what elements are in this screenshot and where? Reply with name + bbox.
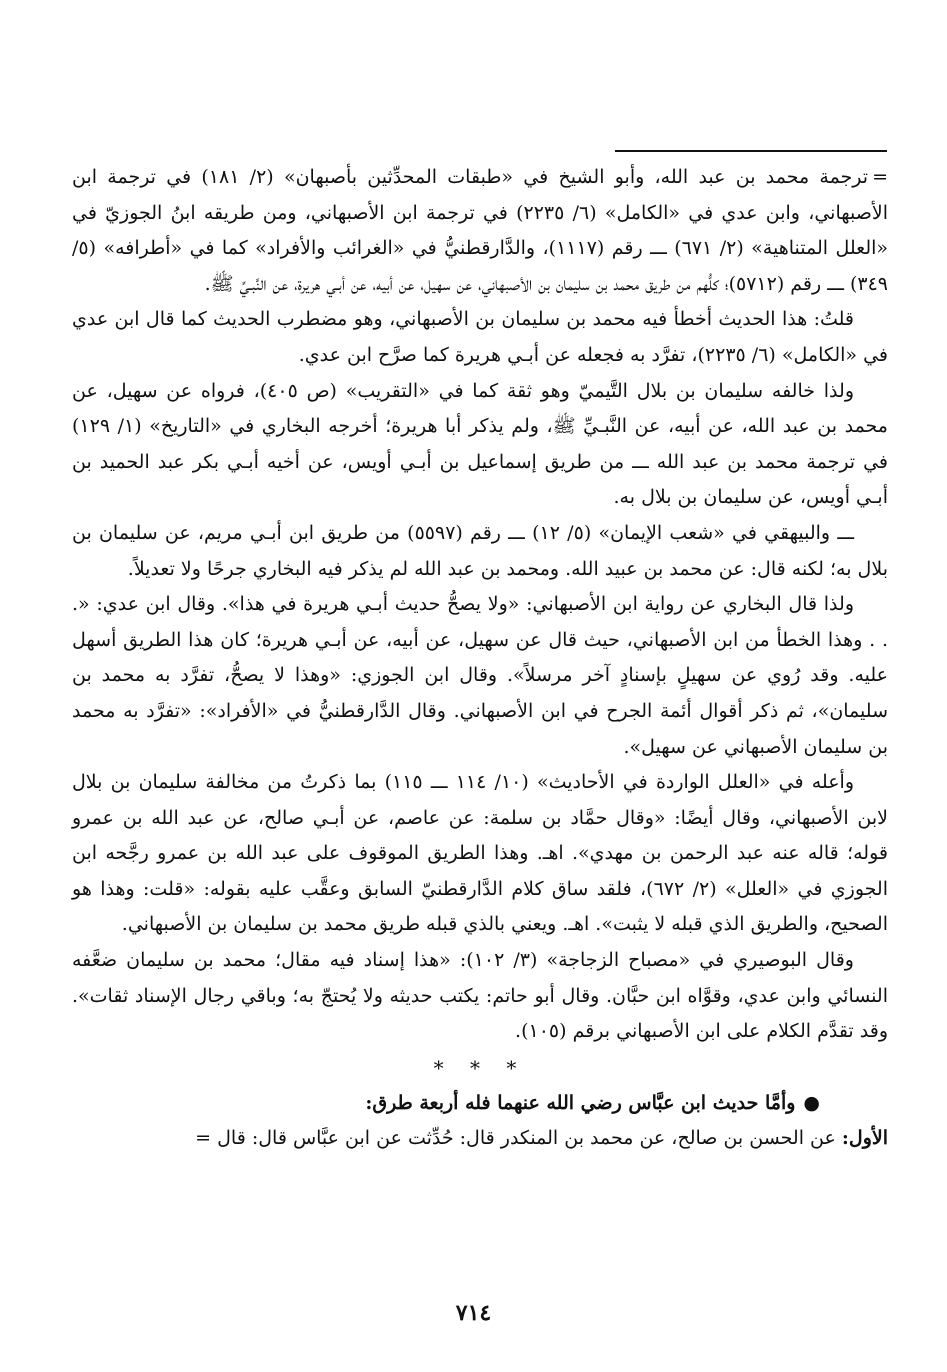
- section-heading: [72, 1086, 888, 1122]
- footnote-paragraph-6: وأعله في «العلل الواردة في الأحاديث» (١٠/ ١١٤ ـــ ١١٥) بما ذكرتُ من مخالفة سليمان بن بلال لابن الأصبهاني، وقال أيضًا: «وقال حمَّاد بن سلمة: عن عاصم، عن أبـي صالح، عن عبد الله بن عمرو قوله؛ قاله عنه عبد الرحمن بن مهدي». اهـ. وهذا الطريق الموقوف على عبد الله بن عمرو رجَّحه ابن الجوزي في «العلل» (٢/ ٦٧٢)، فلقد ساق كلام الدَّارقطنيّ السابق وعقَّب عليه بقوله: «قلت: وهذا هو الصحيح، والطريق الذي قبله لا يثبت». اهـ. ويعني بالذي قبله طريق محمد بن سليمان بن الأصبهاني.: [72, 771, 888, 936]
- footnote-paragraph-1-text: ترجمة محمد بن عبد الله، وأبو الشيخ في «طبقات المحدِّثين بأصبهان» (٢/ ١٨١) في ترجمة ابن الأصبهاني، وابن عدي في «الكامل» (٦/ ٢٢٣٥) في ترجمة ابن الأصبهاني، ومن طريقه ابنُ الجوزيّ في «العلل المتناهية» (٢/ ٦٧١) ـــ رقم (١١١٧)، والدَّارقطنيُّ في «الغرائب والأفراد» كما في «أطرافه» (٥/ ٣٤٩) ـــ رقم (٥٧١٢)؛ كلُّهم من طريق محمد بن سليمان بن الأصبهاني، عن سهيل، عن أبيه، عن أبـي هريرة، عن النَّبـيِّ ﷺ.: [72, 166, 889, 295]
- page-number: ٧١٤: [455, 1300, 492, 1326]
- first-way-text: عن الحسن بن صالح، عن محمد بن المنكدر قال: حُدِّثت عن ابن عبَّاس قال: قال =: [195, 1127, 836, 1150]
- section-separator: * * *: [433, 1055, 527, 1080]
- continuation-mark: =: [872, 166, 888, 188]
- footnote-paragraph-4: ـــ والبيهقي في «شعب الإيمان» (٥/ ١٢) ـــ رقم (٥٥٩٧) من طريق ابن أبـي مريم، عن سليمان بن بلال به؛ لكنه قال: عن محمد بن عبيد الله. ومحمد بن عبد الله لم يذكر فيه البخاري جرحًا ولا تعديلاً.: [72, 521, 888, 580]
- footnote-paragraph-3: ولذا خالفه سليمان بن بلال التَّيميّ وهو ثقة كما في «التقريب» (ص ٤٠٥)، فرواه عن سهيل، عن محمد بن عبد الله، عن أبيه، عن النَّبـيِّ ﷺ، ولم يذكر أبا هريرة؛ أخرجه البخاري في «التاريخ» (١/ ١٢٩) في ترجمة محمد بن عبد الله ـــ من طريق إسماعيل بن أبـي أويس، عن أخيه أبـي بكر عبد الحميد بن أبـي أويس، عن سليمان بن بلال به.: [72, 379, 888, 509]
- section-heading-text: وأمَّا حديث ابن عبَّاس رضي الله عنهما فله أربعة طرق:: [365, 1091, 796, 1114]
- first-way-paragraph: [72, 1121, 888, 1157]
- footnote-paragraph-5: ولذا قال البخاري عن رواية ابن الأصبهاني: «ولا يصحُّ حديث أبـي هريرة في هذا». وقال ابن عدي: «. . . وهذا الخطأ من ابن الأصبهاني، حيث قال عن سهيل، عن أبيه، عن أبـي هريرة؛ كان هذا الطريق أسهل عليه. وقد رُوي عن سهيلٍ بإسنادٍ آخر مرسلاً». وقال ابن الجوزي: «وهذا لا يصحُّ، تفرَّد به محمد بن سليمان»، ثم ذكر أقوال أئمة الجرح في ابن الأصبهاني. وقال الدَّارقطنيُّ في «الأفراد»: «تفرَّد به محمد بن سليمان الأصبهاني عن سهيل».: [72, 593, 888, 758]
- first-way-label: الأول:: [841, 1127, 888, 1150]
- footnote-paragraph-7: وقال البوصيري في «مصباح الزجاجة» (٣/ ١٠٢): «هذا إسناد فيه مقال؛ محمد بن سليمان ضعَّفه النسائي وابن عدي، وقوَّاه ابن حبَّان. وقال أبو حاتم: يكتب حديثه ولا يُحتجّ به؛ وباقي رجال الإسناد ثقات». وقد تقدَّم الكلام على ابن الأصبهاني برقم (١٠٥).: [72, 949, 888, 1043]
- bullet-icon: ●: [803, 1091, 820, 1114]
- footnote-paragraph-1: [72, 160, 888, 302]
- main-text-block: [72, 160, 888, 1157]
- footnote-separator-rule: [615, 150, 887, 152]
- footnote-paragraph-2: قلتُ: هذا الحديث أخطأ فيه محمد بن سليمان بن الأصبهاني، وهو مضطرب الحديث كما قال ابن عدي في «الكامل» (٦/ ٢٢٣٥)، تفرَّد به فجعله عن أبـي هريرة كما صرَّح ابن عدي.: [72, 308, 888, 366]
